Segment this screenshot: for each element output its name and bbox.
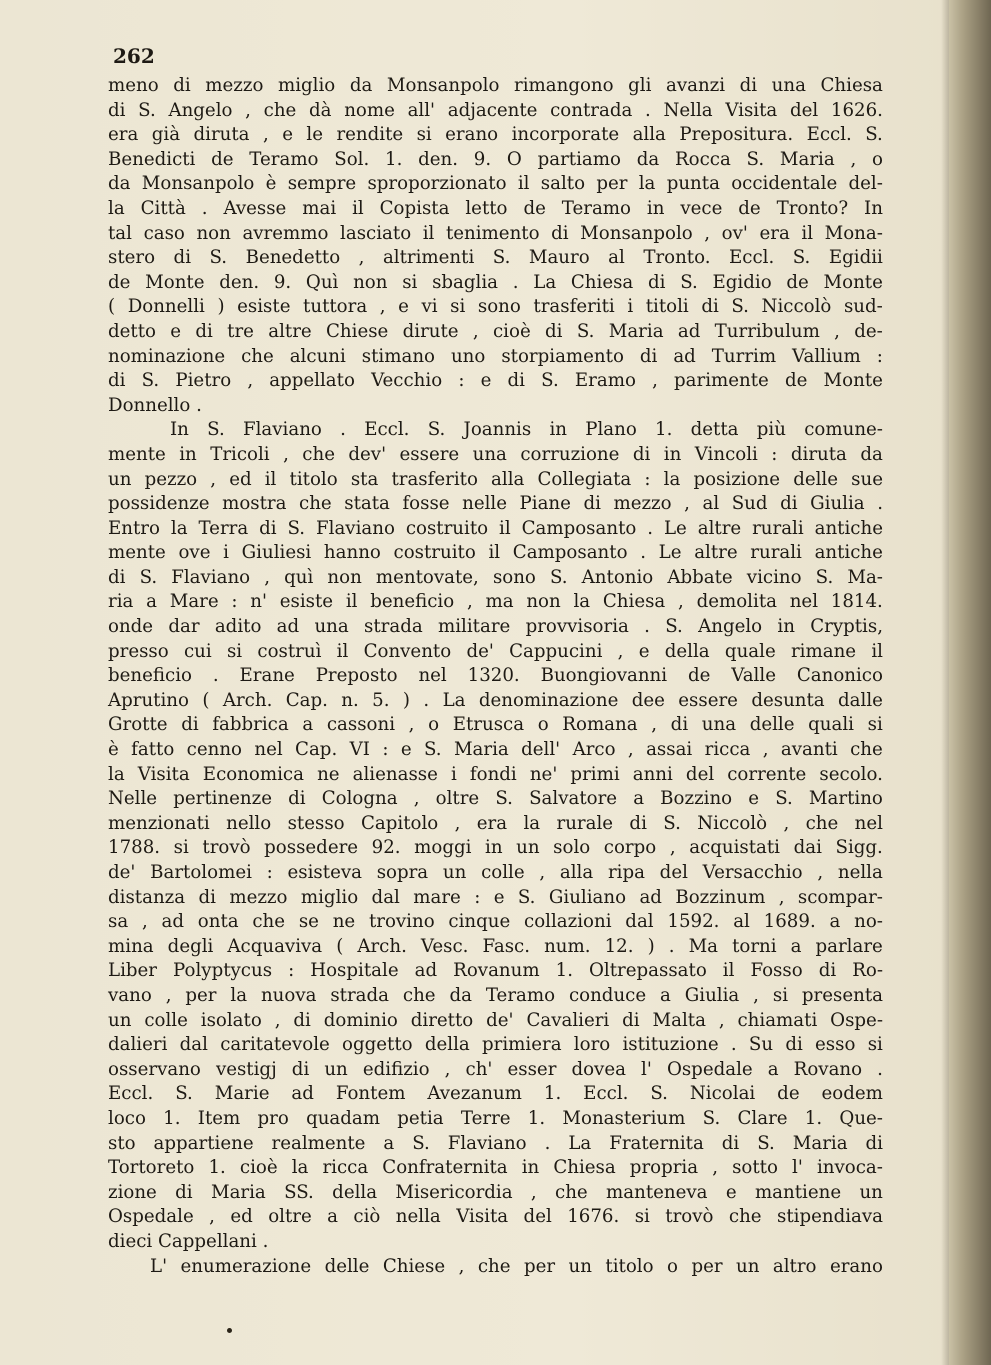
text-line: tal caso non avremmo lasciato il tenimento di Monsanpolo , ov' era il Mona-: [108, 222, 883, 244]
text-line: di S. Flaviano , quì non mentovate, sono S. Antonio Abbate vicino S. Ma-: [108, 566, 883, 588]
ink-speck: [227, 1328, 232, 1333]
page-shadow: [941, 0, 949, 1365]
text-line: presso cui si costruì il Convento de' Cappucini , e della quale rimane il: [108, 640, 883, 662]
text-line: la Visita Economica ne alienasse i fondi ne' primi anni del corrente secolo.: [108, 763, 883, 785]
page-number: 262: [113, 44, 155, 68]
text-line: un pezzo , ed il titolo sta trasferito alla Collegiata : la posizione delle sue: [108, 468, 883, 490]
text-line: 1788. si trovò possedere 92. moggi in un solo corpo , acquistati dai Sigg.: [108, 837, 883, 859]
text-line: vano , per la nuova strada che da Teramo conduce a Giulia , si presenta: [108, 984, 883, 1006]
text-line: nominazione che alcuni stimano uno storpiamento di ad Turrim Vallium :: [108, 345, 883, 367]
text-line: de' Bartolomei : esisteva sopra un colle , alla ripa del Versacchio , nella: [108, 862, 883, 883]
text-line: Entro la Terra di S. Flaviano costruito il Camposanto . Le altre rurali antiche: [108, 517, 883, 539]
text-line: sa , ad onta che se ne trovino cinque collazioni dal 1592. al 1689. a no-: [108, 911, 883, 933]
text-line: mina degli Acquaviva ( Arch. Vesc. Fasc. num. 12. ) . Ma torni a parlare: [108, 935, 883, 957]
text-line: distanza di mezzo miglio dal mare : e S. Giuliano ad Bozzinum , scompar-: [108, 886, 883, 908]
text-line: In S. Flaviano . Eccl. S. Joannis in Plano 1. detta più comune-: [170, 419, 883, 441]
text-line: dieci Cappellani .: [108, 1230, 269, 1252]
text-line: loco 1. Item pro quadam petia Terre 1. Monasterium S. Clare 1. Que-: [108, 1107, 883, 1129]
text-line: stero di S. Benedetto , altrimenti S. Mauro al Tronto. Eccl. S. Egidii: [108, 247, 883, 269]
text-line: detto e di tre altre Chiese dirute , cioè di S. Maria ad Turribulum , de-: [108, 320, 883, 342]
text-line: di S. Angelo , che dà nome all' adjacente contrada . Nella Visita del 1626.: [108, 99, 883, 121]
text-line: di S. Pietro , appellato Vecchio : e di S. Eramo , parimente de Monte: [108, 370, 883, 392]
body-text: [108, 74, 883, 1279]
text-line: Ospedale , ed oltre a ciò nella Visita del 1676. si trovò che stipendiava: [108, 1206, 883, 1228]
text-line: dalieri dal caritatevole oggetto della primiera loro istituzione . Su di esso si: [108, 1034, 883, 1056]
text-line: Eccl. S. Marie ad Fontem Avezanum 1. Eccl. S. Nicolai de eodem: [108, 1083, 883, 1105]
text-line: osservano vestigj di un edifizio , ch' esser dovea l' Ospedale a Rovano .: [108, 1058, 883, 1080]
text-line: Liber Polyptycus : Hospitale ad Rovanum 1. Oltrepassato il Fosso di Ro-: [108, 960, 883, 982]
text-line: meno di mezzo miglio da Monsanpolo rimangono gli avanzi di una Chiesa: [108, 75, 883, 96]
text-line: sto appartiene realmente a S. Flaviano . La Fraternita di S. Maria di: [108, 1132, 883, 1154]
text-line: ria a Mare : n' esiste il beneficio , ma non la Chiesa , demolita nel 1814.: [108, 591, 883, 613]
text-line: da Monsanpolo è sempre sproporzionato il salto per la punta occidentale del-: [108, 173, 883, 195]
text-line: Aprutino ( Arch. Cap. n. 5. ) . La denominazione dee essere desunta dalle: [108, 689, 883, 711]
text-line: ( Donnelli ) esiste tuttora , e vi si sono trasferiti i titoli di S. Niccolò sud-: [108, 296, 883, 318]
text-line: Nelle pertinenze di Cologna , oltre S. Salvatore a Bozzino e S. Martino: [108, 788, 883, 810]
text-line: Tortoreto 1. cioè la ricca Confraternita in Chiesa propria , sotto l' invoca-: [108, 1157, 883, 1179]
text-line: de Monte den. 9. Quì non si sbaglia . La Chiesa di S. Egidio de Monte: [108, 271, 883, 293]
text-line: la Città . Avesse mai il Copista letto de Teramo in vece de Tronto? In: [108, 197, 883, 219]
text-line: un colle isolato , di dominio diretto de' Cavalieri di Malta , chiamati Ospe-: [108, 1009, 883, 1031]
text-line: onde dar adito ad una strada militare provvisoria . S. Angelo in Cryptis,: [108, 616, 883, 638]
text-line: Donnello .: [108, 394, 202, 416]
text-line: L' enumerazione delle Chiese , che per un titolo o per un altro erano: [150, 1255, 883, 1277]
text-line: zione di Maria SS. della Misericordia , che manteneva e mantiene un: [108, 1181, 883, 1203]
text-line: mente in Tricoli , che dev' essere una corruzione di in Vincoli : diruta da: [108, 443, 883, 465]
text-line: è fatto cenno nel Cap. VI : e S. Maria dell' Arco , assai ricca , avanti che: [108, 739, 883, 761]
text-line: possidenze mostra che stata fosse nelle Piane di mezzo , al Sud di Giulia .: [108, 493, 883, 515]
text-line: Benedicti de Teramo Sol. 1. den. 9. O partiamo da Rocca S. Maria , o: [108, 148, 883, 170]
text-line: beneficio . Erane Preposto nel 1320. Buongiovanni de Valle Canonico: [108, 665, 883, 687]
binding-gutter: [949, 0, 991, 1365]
text-line: mente ove i Giuliesi hanno costruito il Camposanto . Le altre rurali antiche: [108, 542, 883, 564]
text-line: menzionati nello stesso Capitolo , era la rurale di S. Niccolò , che nel: [108, 812, 883, 834]
text-line: Grotte di fabbrica a cassoni , o Etrusca o Romana , di una delle quali si: [108, 714, 883, 736]
text-line: era già diruta , e le rendite si erano incorporate alla Prepositura. Eccl. S.: [108, 124, 883, 146]
